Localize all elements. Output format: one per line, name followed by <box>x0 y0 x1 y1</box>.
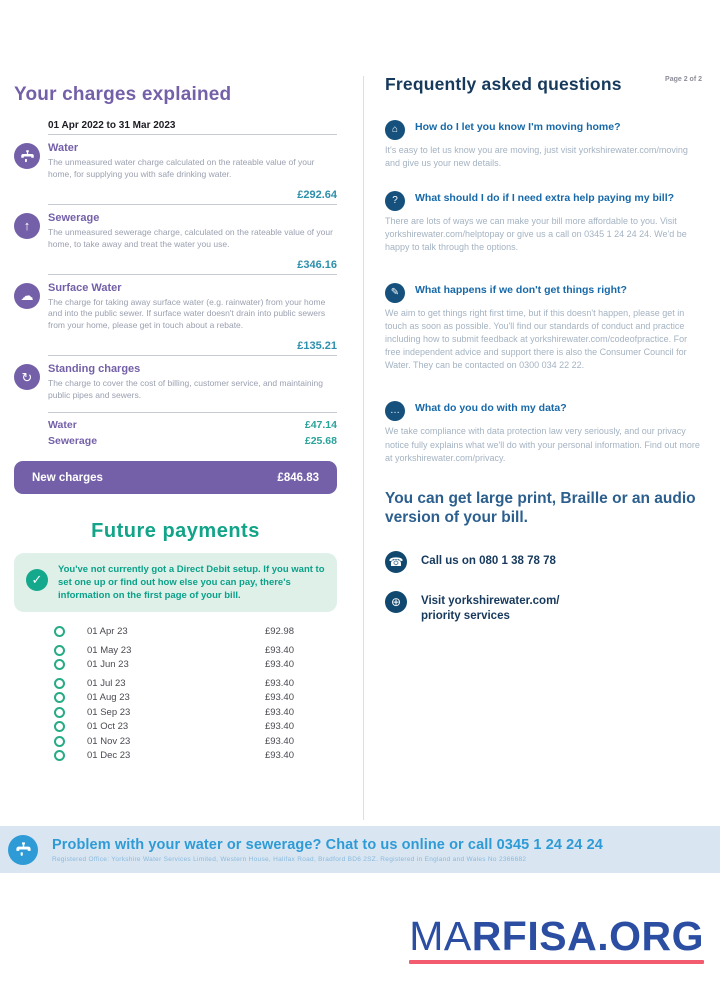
faq-question: How do I let you know I'm moving home? <box>415 121 621 133</box>
brand-suffix: RFISA.ORG <box>471 913 704 959</box>
payment-date: 01 Nov 23 <box>87 735 131 747</box>
payment-amount: £93.40 <box>264 750 294 762</box>
payment-amount: £93.40 <box>264 677 294 689</box>
faq-column <box>385 74 703 624</box>
charge-description: The unmeasured sewerage charge, calculated on the rateable value of your home, to take away and treat the water you use. <box>48 226 333 249</box>
footer-contact-banner <box>0 826 720 873</box>
standing-amount: £25.68 <box>304 435 337 448</box>
faq-item-data <box>385 400 703 464</box>
charge-amount: £346.16 <box>297 258 337 271</box>
tap-icon <box>8 835 38 865</box>
faq-answer: We take compliance with data protection law very seriously, and our privacy notice fully explains what we'll do with your personal information. Find out more at yorkshirewater.com/privacy. <box>385 426 700 463</box>
future-payments-title: Future payments <box>91 520 260 543</box>
new-charges-total <box>14 461 337 494</box>
payment-date: 01 Dec 23 <box>87 750 131 762</box>
schedule-row <box>54 643 294 658</box>
charges-title: Your charges explained <box>14 84 232 105</box>
payment-date: 01 Oct 23 <box>87 721 129 733</box>
payment-date: 01 Jun 23 <box>87 659 129 671</box>
contact-line-2: priority services <box>421 610 510 623</box>
charge-label: Sewerage <box>48 211 100 224</box>
circle-icon <box>54 736 65 747</box>
circle-icon <box>54 626 65 637</box>
payment-amount: £93.40 <box>264 721 294 733</box>
circle-icon <box>54 750 65 761</box>
payment-amount: £93.40 <box>264 735 294 747</box>
charge-amount: £292.64 <box>297 188 337 201</box>
faq-title: Frequently asked questions <box>385 74 622 94</box>
charge-label: Standing charges <box>48 363 141 376</box>
phone-icon: ☎ <box>385 551 407 573</box>
total-label: New charges <box>32 471 103 484</box>
charge-description: The charge to cover the cost of billing, customer service, and maintaining public pipes and sewers. <box>48 378 323 401</box>
schedule-row <box>54 676 294 691</box>
payment-amount: £93.40 <box>264 659 294 671</box>
schedule-row <box>54 657 294 672</box>
charge-description: The unmeasured water charge calculated on the rateable value of your home, for supplying you with safe drinking water. <box>48 157 315 179</box>
tap-icon <box>14 143 40 169</box>
divider-line <box>48 355 337 356</box>
brand-prefix: MA <box>409 913 472 959</box>
divider-line <box>48 204 337 205</box>
question-icon: ? <box>385 191 405 211</box>
schedule-row <box>54 624 294 639</box>
chat-icon: … <box>385 401 405 421</box>
house-icon: ⌂ <box>385 120 405 140</box>
large-print-notice: You can get large print, Braille or an audio version of your bill. <box>385 489 696 526</box>
brand-logo <box>409 913 704 964</box>
contact-line-1: Visit yorkshirewater.com/ <box>421 595 560 608</box>
globe-icon: ⊕ <box>385 591 407 613</box>
divider-line <box>48 134 337 135</box>
charge-label: Water <box>48 142 79 154</box>
circle-icon <box>54 645 65 656</box>
charge-label: Surface Water <box>48 281 122 294</box>
payment-schedule <box>54 624 294 763</box>
charge-description: The charge for taking away surface water (e.g. rainwater) from your home and into the public sewer. If surface water doesn't drain into public sewers from your home, please get in touch about a rebate. <box>48 296 326 331</box>
standing-label: Water <box>48 419 77 432</box>
brand-underline <box>409 960 704 964</box>
payment-date: 01 May 23 <box>87 644 132 656</box>
check-icon: ✓ <box>26 569 48 591</box>
faq-question: What happens if we don't get things right? <box>415 284 627 297</box>
schedule-row <box>54 719 294 734</box>
billing-period: 01 Apr 2022 to 31 Mar 2023 <box>48 120 176 131</box>
charge-amount: £135.21 <box>297 340 337 353</box>
notice-text: You've not currently got a Direct Debit setup. If you want to set one up or find out how else you can pay, there's information on the first page of your bill. <box>58 564 325 602</box>
payment-amount: £93.40 <box>264 706 294 718</box>
faq-item-moving <box>385 119 703 170</box>
circle-icon <box>54 721 65 732</box>
schedule-row <box>54 705 294 720</box>
payment-amount: £92.98 <box>264 626 294 638</box>
faq-question: What do you do with my data? <box>415 402 567 415</box>
brand-name <box>409 913 704 959</box>
divider-line <box>48 412 337 413</box>
charge-item-standing <box>14 363 337 402</box>
payment-date: 01 Sep 23 <box>87 706 131 718</box>
payment-date: 01 Apr 23 <box>87 626 128 638</box>
column-divider <box>363 76 364 820</box>
payment-date: 01 Aug 23 <box>87 692 130 704</box>
footer-legal-text: Registered Office: Yorkshire Water Services Limited, Western House, Halifax Road, Bradford BD6 2SZ. Registered in England and Wales No 2366682 <box>52 855 527 863</box>
charge-item-sewerage <box>14 212 337 275</box>
payment-amount: £93.40 <box>264 692 294 704</box>
charges-column <box>14 84 337 763</box>
standing-row-sewerage <box>48 435 337 447</box>
faq-answer: We aim to get things right first time, but if this doesn't happen, please get in touch as soon as possible. You'll find our standards of conduct and practice including how to submit feedback at yorkshirewater.com/codeofpractice. For free independent advice and support there is also the Consumer Council for Water. They can be contacted on 0300 034 22 22. <box>385 308 688 371</box>
faq-answer: There are lots of ways we can make your bill more affordable to you. Visit yorkshirewater.com/helptopay or give us a call on 0345 1 24 24 24. We'd be happy to talk through the options. <box>385 216 687 253</box>
footer-message: Problem with your water or sewerage? Chat to us online or call 0345 1 24 24 24 <box>52 836 603 853</box>
payment-amount: £93.40 <box>264 644 294 656</box>
contact-text: Call us on 080 1 38 78 78 <box>421 555 556 568</box>
faq-answer: It's easy to let us know you are moving, just visit yorkshirewater.com/moving and give us your new details. <box>385 145 688 169</box>
standing-label: Sewerage <box>48 435 98 448</box>
contact-call <box>385 551 703 573</box>
charge-item-surface-water <box>14 282 337 357</box>
schedule-row <box>54 690 294 705</box>
cloud-icon: ☁ <box>14 283 40 309</box>
payment-date: 01 Jul 23 <box>87 677 126 689</box>
page-number-label: Page 2 of 2 <box>665 76 702 83</box>
schedule-row <box>54 748 294 763</box>
contact-visit <box>385 591 703 624</box>
circle-icon <box>54 707 65 718</box>
total-amount: £846.83 <box>277 471 319 484</box>
schedule-row <box>54 734 294 749</box>
charge-item-water <box>14 142 337 205</box>
circle-icon <box>54 678 65 689</box>
contact-text <box>421 591 560 624</box>
divider-line <box>48 274 337 275</box>
faq-item-things-right <box>385 282 703 372</box>
circle-icon <box>54 692 65 703</box>
refresh-icon: ↻ <box>14 364 40 390</box>
direct-debit-notice <box>14 553 337 612</box>
standing-amount: £47.14 <box>304 419 337 432</box>
arrow-up-icon: ↑ <box>14 213 40 239</box>
faq-question: What should I do if I need extra help paying my bill? <box>415 192 675 205</box>
circle-icon <box>54 659 65 670</box>
feedback-icon: ✎ <box>385 283 405 303</box>
standing-row-water <box>48 419 337 431</box>
faq-item-help-paying <box>385 190 703 254</box>
